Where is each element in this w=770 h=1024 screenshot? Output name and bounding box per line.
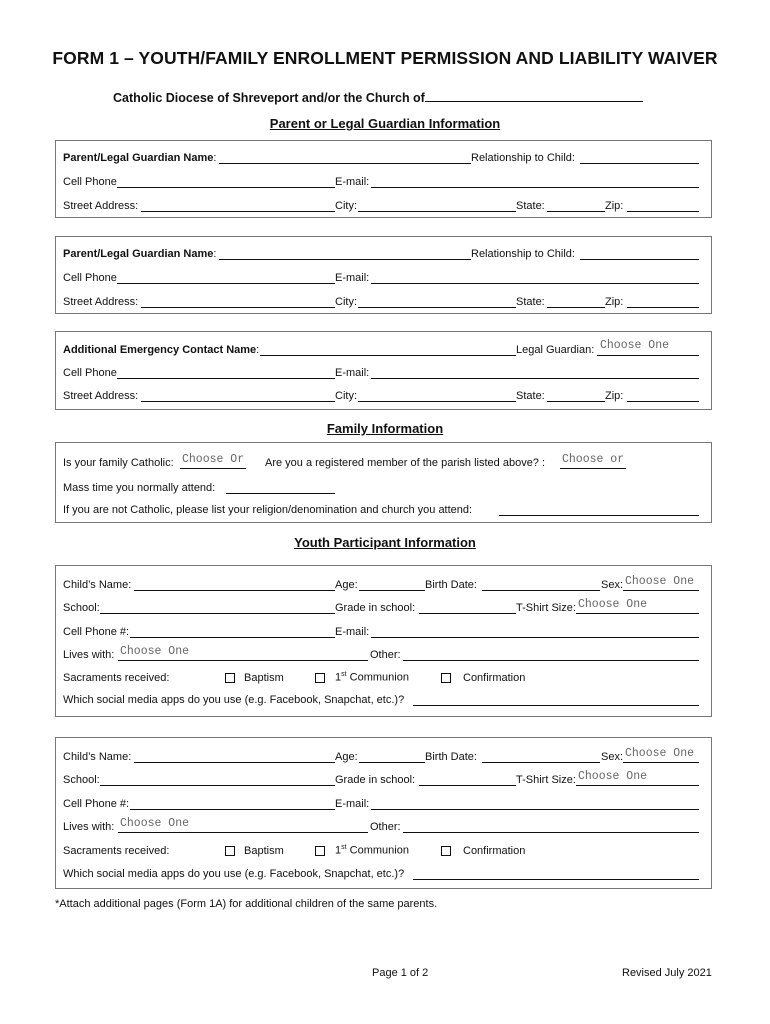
youth-1-baptism-checkbox[interactable] — [225, 673, 235, 683]
lives-with-label: Lives with: — [63, 821, 115, 833]
confirmation-label: Confirmation — [463, 672, 526, 684]
youth-2-tshirt-dropdown[interactable]: Choose One — [578, 770, 648, 783]
youth-2-row-name — [63, 747, 699, 765]
legal-guardian-label: Legal Guardian: — [516, 344, 595, 356]
guardian-2-zip-field[interactable] — [627, 306, 699, 308]
youth-2-lives-with-dropdown-line — [118, 831, 368, 833]
sex-label: Sex: — [601, 751, 624, 763]
zip-label: Zip: — [605, 200, 624, 212]
cell-phone-num-label: Cell Phone #: — [63, 798, 130, 810]
youth-1-cell-field[interactable] — [130, 636, 335, 638]
childs-name-label: Child’s Name: — [63, 579, 132, 591]
youth-2-social-media-field[interactable] — [413, 878, 699, 880]
communion-label: 1st Communion — [335, 671, 409, 684]
youth-1-grade-field[interactable] — [419, 612, 516, 614]
youth-2-row-school — [63, 770, 699, 788]
family-catholic-dropdown-line — [180, 467, 246, 469]
youth-2-row-sacraments — [63, 841, 699, 859]
guardian-section-heading: Parent or Legal Guardian Information — [269, 116, 501, 131]
youth-1-social-media-field[interactable] — [413, 704, 699, 706]
emergency-cell-field[interactable] — [117, 377, 335, 379]
other-label: Other: — [370, 821, 401, 833]
youth-2-sex-dropdown[interactable]: Choose One — [625, 747, 695, 760]
guardian-1-row-address — [63, 196, 699, 214]
family-row-mass — [63, 478, 699, 496]
guardian-name-label: Parent/Legal Guardian Name — [63, 248, 214, 260]
social-media-label: Which social media apps do you use (e.g. Facebook, Snapchat, etc.)? — [63, 868, 405, 880]
family-catholic-label: Is your family Catholic: — [63, 457, 174, 469]
church-name-field[interactable] — [425, 89, 643, 102]
guardian-2-state-field[interactable] — [547, 306, 605, 308]
family-row-catholic — [63, 453, 699, 471]
childs-name-label: Child’s Name: — [63, 751, 132, 763]
youth-1-name-field[interactable] — [134, 589, 335, 591]
email-label: E-mail: — [335, 798, 370, 810]
zip-label: Zip: — [605, 390, 624, 402]
youth-1-sex-dropdown-line — [623, 589, 699, 591]
youth-2-row-contact — [63, 794, 699, 812]
youth-1-tshirt-dropdown[interactable]: Choose One — [578, 598, 648, 611]
youth-1-row-contact — [63, 622, 699, 640]
youth-2-sex-dropdown-line — [623, 761, 699, 763]
city-label: City: — [335, 200, 357, 212]
guardian-2-row-name: Parent/Legal Guardian Name: Relationship to Child: — [63, 244, 699, 262]
guardian-2-relationship-field[interactable] — [580, 258, 699, 260]
youth-1-communion-checkbox[interactable] — [315, 673, 325, 683]
guardian-1-zip-field[interactable] — [627, 210, 699, 212]
guardian-1-email-field[interactable] — [371, 186, 699, 188]
cell-phone-label: Cell Phone — [63, 367, 117, 379]
youth-2-confirmation-checkbox[interactable] — [441, 846, 451, 856]
youth-2-tshirt-dropdown-line — [576, 784, 699, 786]
family-row-religion — [63, 500, 699, 518]
email-label: E-mail: — [335, 176, 370, 188]
guardian-2-row-address — [63, 292, 699, 310]
zip-label: Zip: — [605, 296, 624, 308]
tshirt-label: T-Shirt Size: — [516, 774, 576, 786]
youth-1-email-field[interactable] — [371, 636, 699, 638]
youth-2-age-field[interactable] — [359, 761, 425, 763]
city-label: City: — [335, 390, 357, 402]
mass-time-field[interactable] — [226, 492, 335, 494]
emergency-name-field[interactable] — [260, 354, 516, 356]
mass-time-label: Mass time you normally attend: — [63, 482, 216, 494]
emergency-email-field[interactable] — [371, 377, 699, 379]
other-label: Other: — [370, 649, 401, 661]
emergency-zip-field[interactable] — [627, 400, 699, 402]
registered-member-dropdown[interactable]: Choose or — [562, 453, 625, 466]
youth-1-age-field[interactable] — [359, 589, 425, 591]
revised-date: Revised July 2021 — [622, 967, 712, 979]
sacraments-label: Sacraments received: — [63, 672, 170, 684]
emergency-street-field[interactable] — [141, 400, 335, 402]
youth-2-school-field[interactable] — [100, 784, 335, 786]
guardian-1-relationship-field[interactable] — [580, 162, 699, 164]
guardian-2-row-contact — [63, 268, 699, 286]
emergency-city-field[interactable] — [358, 400, 516, 402]
guardian-1-row-name: Parent/Legal Guardian Name: Relationship to Child: — [63, 148, 699, 166]
guardian-name-label: Parent/Legal Guardian Name — [63, 152, 214, 164]
cell-phone-label: Cell Phone — [63, 272, 117, 284]
cell-phone-num-label: Cell Phone #: — [63, 626, 130, 638]
youth-2-baptism-checkbox[interactable] — [225, 846, 235, 856]
confirmation-label: Confirmation — [463, 845, 526, 857]
school-label: School: — [63, 602, 100, 614]
youth-1-row-name — [63, 575, 699, 593]
youth-2-other-field[interactable] — [403, 831, 699, 833]
emergency-row-contact — [63, 363, 699, 381]
youth-2-communion-checkbox[interactable] — [315, 846, 325, 856]
baptism-label: Baptism — [244, 672, 284, 684]
guardian-2-cell-field[interactable] — [117, 282, 335, 284]
state-label: State: — [516, 390, 545, 402]
emergency-state-field[interactable] — [547, 400, 605, 402]
youth-1-row-sacraments — [63, 668, 699, 686]
youth-2-email-field[interactable] — [371, 808, 699, 810]
not-catholic-label: If you are not Catholic, please list your religion/denomination and church you attend: — [63, 504, 473, 516]
relationship-label: Relationship to Child: — [471, 152, 575, 164]
state-label: State: — [516, 200, 545, 212]
youth-2-lives-with-dropdown[interactable]: Choose One — [120, 817, 190, 830]
guardian-1-cell-field[interactable] — [117, 186, 335, 188]
social-media-label: Which social media apps do you use (e.g. Facebook, Snapchat, etc.)? — [63, 694, 405, 706]
guardian-1-state-field[interactable] — [547, 210, 605, 212]
registered-member-dropdown-line — [560, 467, 626, 469]
guardian-2-street-field[interactable] — [141, 306, 335, 308]
guardian-1-street-field[interactable] — [141, 210, 335, 212]
street-label: Street Address: — [63, 296, 139, 308]
youth-1-school-field[interactable] — [100, 612, 335, 614]
youth-1-confirmation-checkbox[interactable] — [441, 673, 451, 683]
sacraments-label: Sacraments received: — [63, 845, 170, 857]
youth-1-row-social — [63, 690, 699, 708]
baptism-label: Baptism — [244, 845, 284, 857]
tshirt-label: T-Shirt Size: — [516, 602, 576, 614]
youth-2-name-field[interactable] — [134, 761, 335, 763]
youth-section-heading: Youth Participant Information — [294, 535, 476, 550]
city-label: City: — [335, 296, 357, 308]
youth-1-birth-date-field[interactable] — [482, 589, 600, 591]
street-label: Street Address: — [63, 200, 139, 212]
birth-date-label: Birth Date: — [425, 579, 477, 591]
communion-label: 1st Communion — [335, 844, 409, 857]
youth-1-other-field[interactable] — [403, 659, 699, 661]
youth-2-cell-field[interactable] — [130, 808, 335, 810]
registered-member-label: Are you a registered member of the parish listed above? : — [265, 457, 546, 469]
lives-with-label: Lives with: — [63, 649, 115, 661]
age-label: Age: — [335, 579, 358, 591]
diocese-label: Catholic Diocese of Shreveport and/or the Church of — [113, 91, 425, 105]
youth-2-row-social — [63, 864, 699, 882]
guardian-2-email-field[interactable] — [371, 282, 699, 284]
youth-1-lives-with-dropdown-line — [118, 659, 368, 661]
email-label: E-mail: — [335, 626, 370, 638]
emergency-row-address — [63, 386, 699, 404]
religion-field[interactable] — [499, 514, 699, 516]
guardian-1-name-field[interactable] — [219, 162, 471, 164]
youth-2-grade-field[interactable] — [419, 784, 516, 786]
email-label: E-mail: — [335, 367, 370, 379]
youth-2-birth-date-field[interactable] — [482, 761, 600, 763]
guardian-1-city-field[interactable] — [358, 210, 516, 212]
emergency-name-label: Additional Emergency Contact Name — [63, 344, 257, 356]
diocese-line — [113, 89, 643, 105]
family-section-heading: Family Information — [326, 421, 444, 436]
street-label: Street Address: — [63, 390, 139, 402]
cell-phone-label: Cell Phone — [63, 176, 117, 188]
youth-2-row-lives — [63, 817, 699, 835]
grade-label: Grade in school: — [335, 774, 416, 786]
relationship-label: Relationship to Child: — [471, 248, 575, 260]
guardian-1-row-contact — [63, 172, 699, 190]
page-number: Page 1 of 2 — [372, 967, 429, 979]
guardian-2-city-field[interactable] — [358, 306, 516, 308]
youth-1-tshirt-dropdown-line — [576, 612, 699, 614]
guardian-2-name-field[interactable] — [219, 258, 471, 260]
youth-1-sex-dropdown[interactable]: Choose One — [625, 575, 695, 588]
age-label: Age: — [335, 751, 358, 763]
youth-1-lives-with-dropdown[interactable]: Choose One — [120, 645, 190, 658]
attach-note: *Attach additional pages (Form 1A) for additional children of the same parents. — [55, 898, 438, 910]
form-title: FORM 1 – YOUTH/FAMILY ENROLLMENT PERMISSION AND LIABILITY WAIVER — [52, 48, 718, 68]
state-label: State: — [516, 296, 545, 308]
legal-guardian-dropdown[interactable]: Choose One — [600, 339, 670, 352]
birth-date-label: Birth Date: — [425, 751, 477, 763]
youth-1-row-lives — [63, 645, 699, 663]
legal-guardian-dropdown-line — [597, 354, 699, 356]
sex-label: Sex: — [601, 579, 624, 591]
emergency-row-name: Additional Emergency Contact Name: Legal Guardian: Choose One — [63, 340, 699, 358]
family-catholic-dropdown[interactable]: Choose Or — [182, 453, 245, 466]
email-label: E-mail: — [335, 272, 370, 284]
youth-1-row-school — [63, 598, 699, 616]
school-label: School: — [63, 774, 100, 786]
grade-label: Grade in school: — [335, 602, 416, 614]
